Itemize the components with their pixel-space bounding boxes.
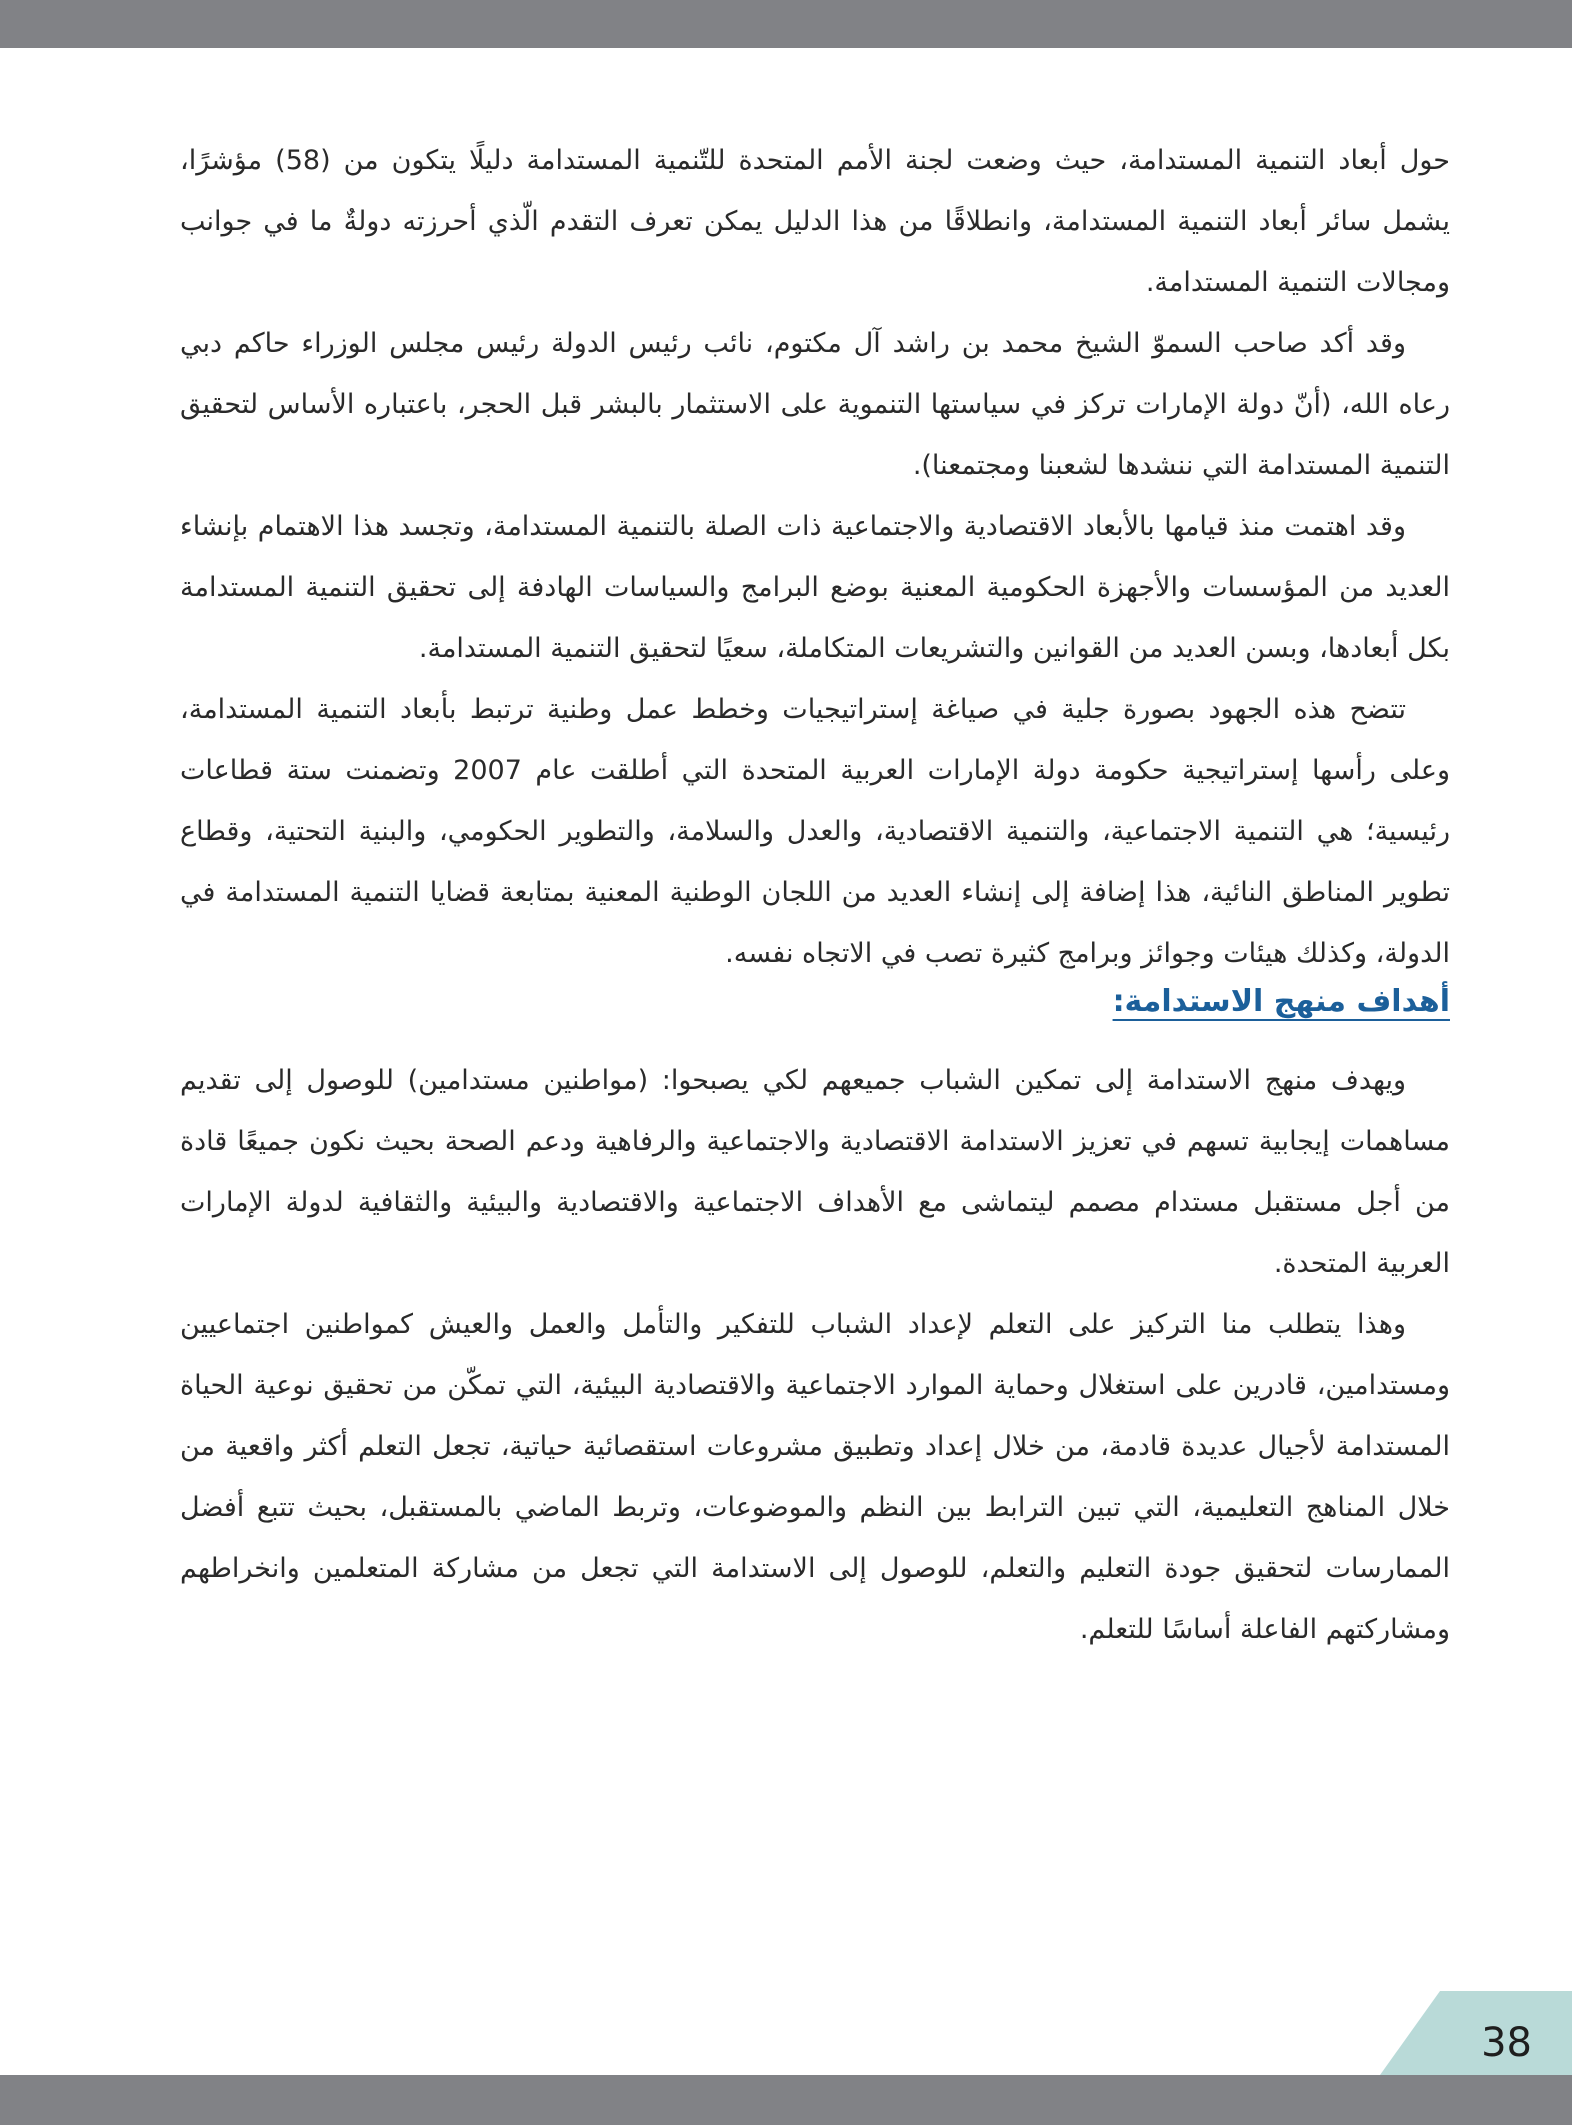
paragraph-learning-focus: وهذا يتطلب منا التركيز على التعلم لإعداد الشباب للتفكير والتأمل والعمل والعيش كمواطنين اجتماعيين ومستدامين، قادرين على استغلال وحماية الموارد الاجتماعية والاقتصادية البيئية، التي تمكّن من تحقيق نوعية الحياة المستدامة لأجيال عديدة قادمة، من خلال إعداد وتطبيق مشروعات استقصائية حياتية، تجعل التعلم أكثر واقعية من خلال المناهج التعليمية، التي تبين الترابط بين النظم والموضوعات، وتربط الماضي بالمستقبل، بحيث تتبع أفضل الممارسات لتحقيق جودة التعليم والتعلم، للوصول إلى الاستدامة التي تجعل من مشاركة المتعلمين وانخراطهم ومشاركتهم الفاعلة أساسًا للتعلم. [180,1309,1450,1645]
footer-bar [0,2075,1572,2125]
paragraph-dimensions: حول أبعاد التنمية المستدامة، حيث وضعت لجنة الأمم المتحدة للتّنمية المستدامة دليلًا يتكون من (58) مؤشرًا، يشمل سائر أبعاد التنمية المستدامة، وانطلاقًا من هذا الدليل يمكن تعرف التقدم الّذي أحرزته دولةٌ ما في جوانب ومجالات التنمية المستدامة. [180,145,1450,298]
paragraph-curriculum-goals: ويهدف منهج الاستدامة إلى تمكين الشباب جميعهم لكي يصبحوا: (مواطنين مستدامين) للوصول إلى تقديم مساهمات إيجابية تسهم في تعزيز الاستدامة الاقتصادية والاجتماعية والرفاهية ودعم الصحة بحيث نكون جميعًا قادة من أجل مستقبل مستدام مصمم ليتماشى مع الأهداف الاجتماعية والاقتصادية والبيئية والثقافية لدولة الإمارات العربية المتحدة. [180,1065,1450,1279]
page-content [180,130,1450,1660]
paragraph-strategies: تتضح هذه الجهود بصورة جلية في صياغة إستراتيجيات وخطط عمل وطنية ترتبط بأبعاد التنمية المستدامة، وعلى رأسها إستراتيجية حكومة دولة الإمارات العربية المتحدة التي أطلقت عام 2007 وتضمنت ستة قطاعات رئيسية؛ هي التنمية الاجتماعية، والتنمية الاقتصادية، والعدل والسلامة، والتطوير الحكومي، والبنية التحتية، وقطاع تطوير المناطق النائية، هذا إضافة إلى إنشاء العديد من اللجان الوطنية المعنية بمتابعة قضايا التنمية المستدامة في الدولة، وكذلك هيئات وجوائز وبرامج كثيرة تصب في الاتجاه نفسه. [180,694,1450,969]
header-bar [0,0,1572,48]
section-heading-text: أهداف منهج الاستدامة: [1112,984,1450,1019]
page-number-tab [1380,1991,1572,2075]
paragraph-interest: وقد اهتمت منذ قيامها بالأبعاد الاقتصادية والاجتماعية ذات الصلة بالتنمية المستدامة، وتجسد هذا الاهتمام بإنشاء العديد من المؤسسات والأجهزة الحكومية المعنية بوضع البرامج والسياسات الهادفة إلى تحقيق التنمية المستدامة بكل أبعادها، وبسن العديد من القوانين والتشريعات المتكاملة، سعيًا لتحقيق التنمية المستدامة. [180,511,1450,664]
paragraph-quote: وقد أكد صاحب السموّ الشيخ محمد بن راشد آل مكتوم، نائب رئيس الدولة رئيس مجلس الوزراء حاكم دبي رعاه الله، (أنّ دولة الإمارات تركز في سياستها التنموية على الاستثمار بالبشر قبل الحجر، باعتباره الأساس لتحقيق التنمية المستدامة التي ننشدها لشعبنا ومجتمعنا). [180,328,1450,481]
page-number: 38 [1481,2020,1532,2066]
